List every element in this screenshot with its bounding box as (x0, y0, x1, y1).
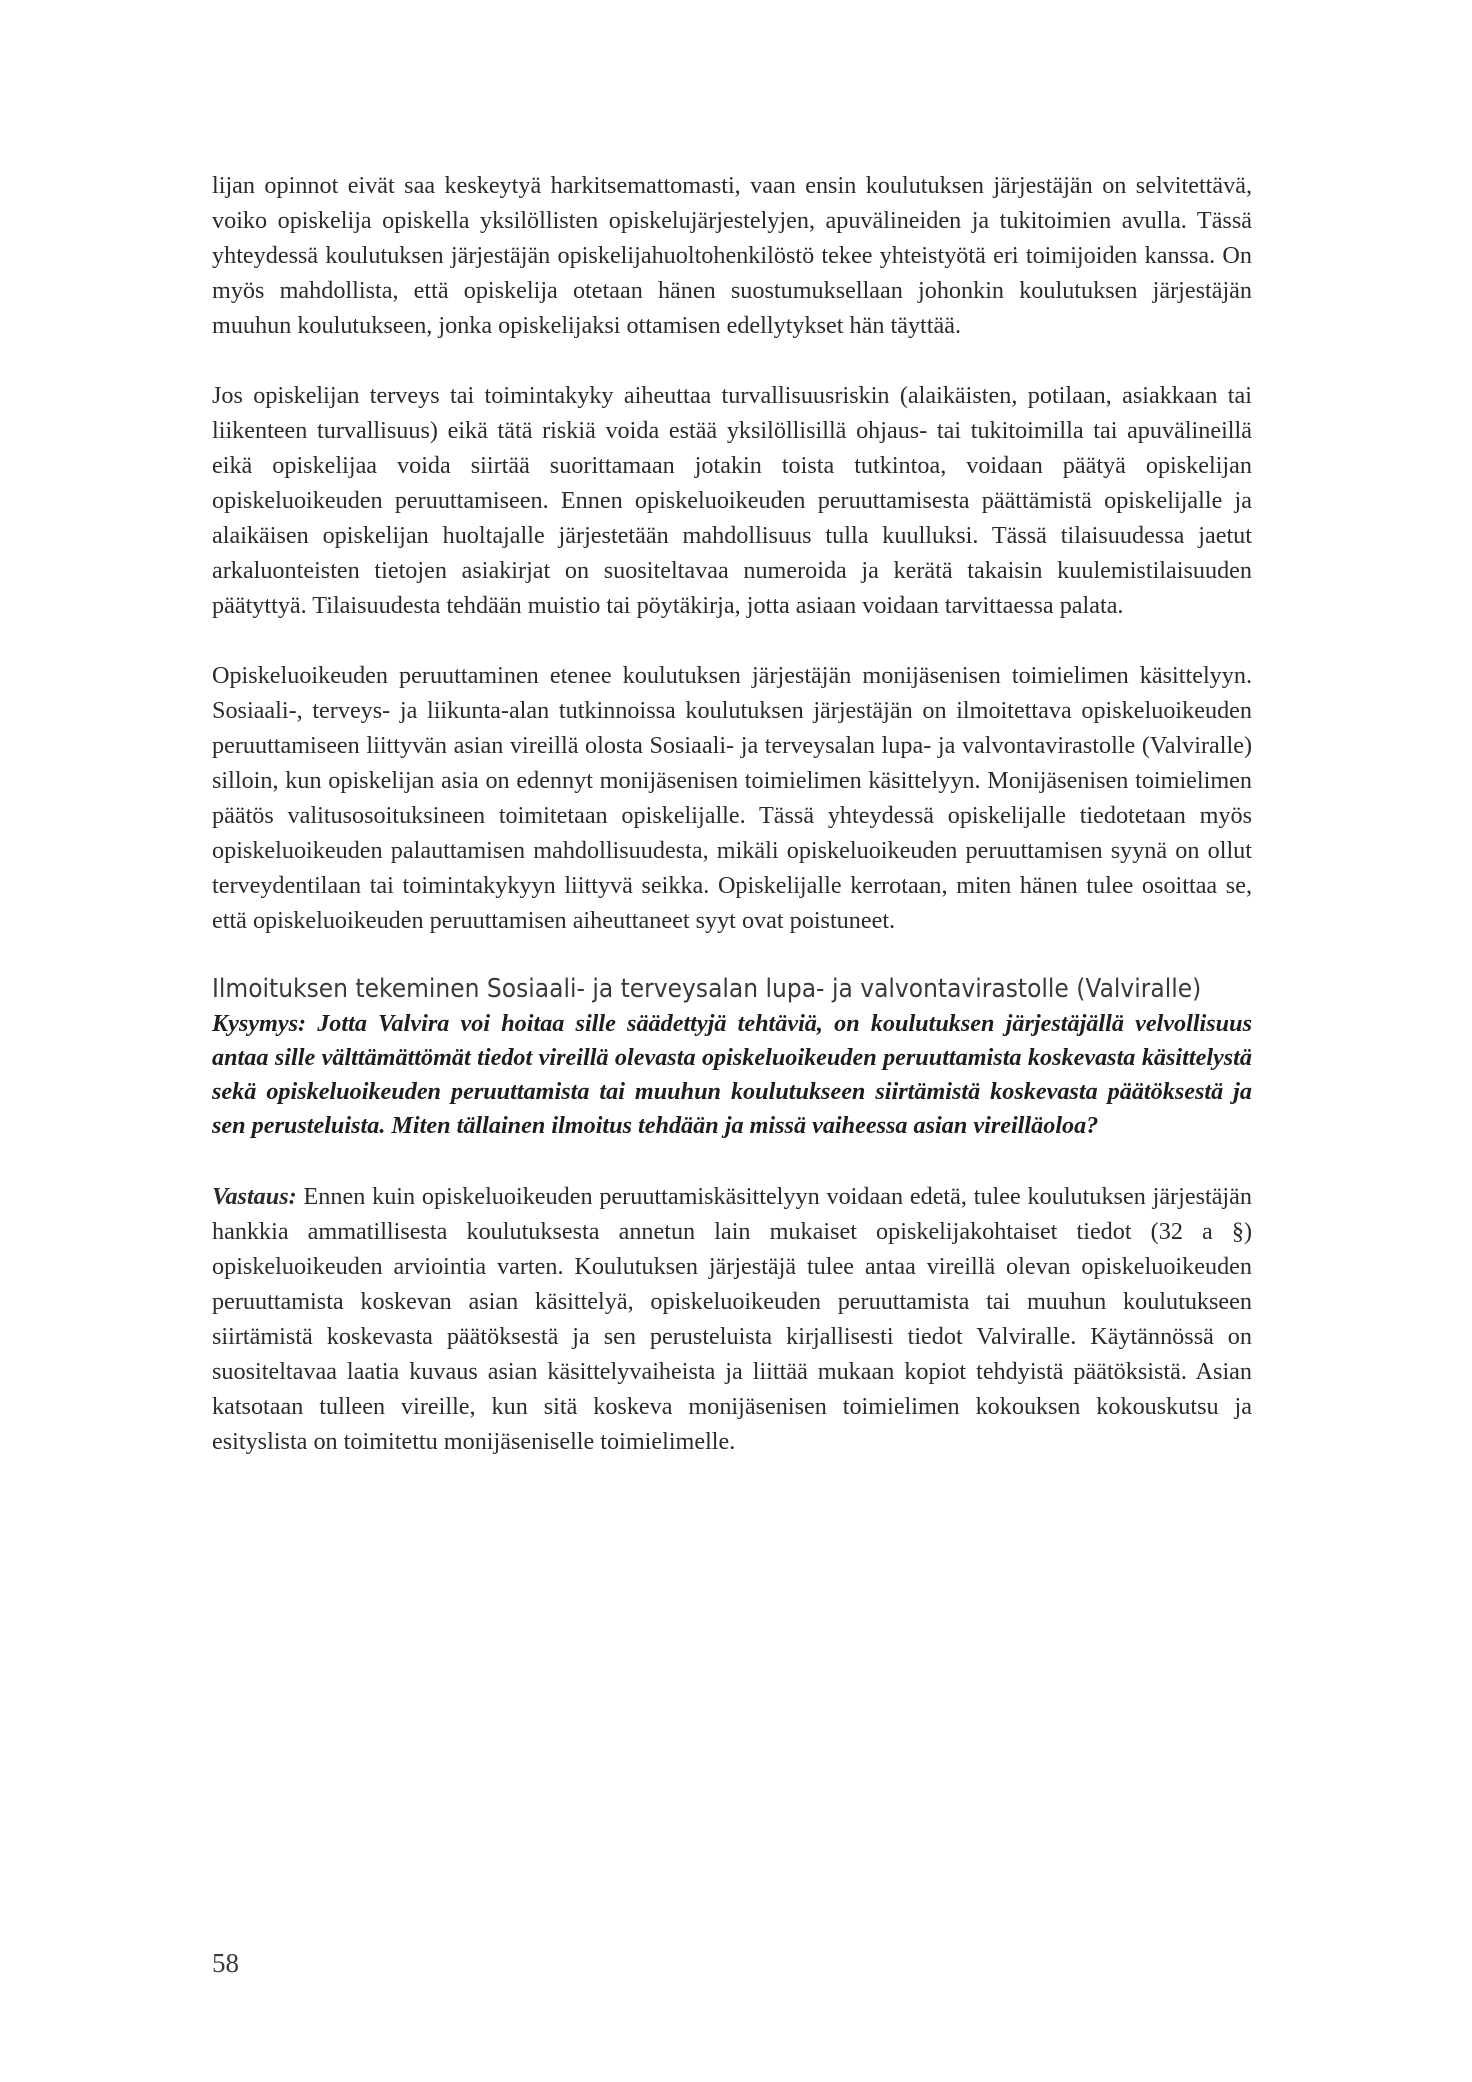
section-heading: Ilmoituksen tekeminen Sosiaali- ja terveysalan lupa- ja valvontavirastolle (Valviralle) (212, 974, 1202, 1004)
answer-label: Vastaus: (212, 1183, 297, 1210)
paragraph-safety-risk: Jos opiskelijan terveys tai toimintakyky aiheuttaa turvallisuusriskin (alaikäisten, potilaan, asiakkaan tai liikenteen turvallisuus) eikä tätä riskiä voida estää yksilöllisillä ohjaus- tai tukitoimilla tai apuvälineillä eikä opiskelijaa voida siirtää suorittamaan jotakin toista tutkintoa, voidaan päätyä opiskelijan opiskeluoikeuden peruuttamiseen. Ennen opiskeluoikeuden peruuttamisesta päättämistä opiskelijalle ja alaikäisen opiskelijan huoltajalle järjestetään mahdollisuus tulla kuulluksi. Tässä tilaisuudessa jaetut arkaluonteisten tietojen asiakirjat on suositeltavaa numeroida ja kerätä takaisin kuulemistilaisuuden päätyttyä. Tilaisuudesta tehdään muistio tai pöytäkirja, jotta asiaan voidaan tarvittaessa palata. (212, 382, 1252, 619)
page-number: 58 (212, 1948, 239, 1978)
page-body (212, 168, 1252, 1494)
paragraph-intro: lijan opinnot eivät saa keskeytyä harkitsemattomasti, vaan ensin koulutuksen järjestäjän on selvitettävä, voiko opiskelija opiskella yksilöllisten opiskelujärjestelyjen, apuvälineiden ja tukitoimien avulla. Tässä yhteydessä koulutuksen järjestäjän opiskelijahuoltohenkilöstö tekee yhteistyötä eri toimijoiden kanssa. On myös mahdollista, että opiskelija otetaan hänen suostumuksellaan johonkin koulutuksen järjestäjän muuhun koulutukseen, jonka opiskelijaksi ottamisen edellytykset hän täyttää. (212, 172, 1252, 339)
question-paragraph: Kysymys: Jotta Valvira voi hoitaa sille säädettyjä tehtäviä, on koulutuksen järjestäjällä velvollisuus antaa sille välttämättömät tiedot vireillä olevasta opiskeluoikeuden peruuttamista koskevasta käsittelystä sekä opiskeluoikeuden peruuttamista tai muuhun koulutukseen siirtämistä koskevasta päätöksestä ja sen perusteluista. Miten tällainen ilmoitus tehdään ja missä vaiheessa asian vireilläoloa? (212, 1010, 1252, 1139)
paragraph-revocation-process: Opiskeluoikeuden peruuttaminen etenee koulutuksen järjestäjän monijäsenisen toimielimen käsittelyyn. Sosiaali-, terveys- ja liikunta-alan tutkinnoissa koulutuksen järjestäjän on ilmoitettava opiskeluoikeuden peruuttamiseen liittyvän asian vireillä olosta Sosiaali- ja terveysalan lupa- ja valvontavirastolle (Valviralle) silloin, kun opiskelijan asia on edennyt monijäsenisen toimielimen käsittelyyn. Monijäsenisen toimielimen päätös valitusosoituksineen toimitetaan opiskelijalle. Tässä yhteydessä opiskelijalle tiedotetaan myös opiskeluoikeuden palauttamisen mahdollisuudesta, mikäli opiskeluoikeuden peruuttamisen syynä on ollut terveydentilaan tai toimintakykyyn liittyvä seikka. Opiskelijalle kerrotaan, miten hänen tulee osoittaa se, että opiskeluoikeuden peruuttamisen aiheuttaneet syyt ovat poistuneet. (212, 662, 1252, 934)
answer-text: Ennen kuin opiskeluoikeuden peruuttamiskäsittelyyn voidaan edetä, tulee koulutuksen järjestäjän hankkia ammatillisesta koulutuksesta annetun lain mukaiset opiskelijakohtaiset tiedot (32 a §) opiskeluoikeuden arviointia varten. Koulutuksen järjestäjä tulee antaa vireillä olevan opiskeluoikeuden peruuttamista koskevan asian käsittelyä, opiskeluoikeuden peruuttamista tai muuhun koulutukseen siirtämistä koskevasta päätöksestä ja sen perusteluista kirjallisesti tiedot Valviralle. Käytännössä on suositeltavaa laatia kuvaus asian käsittelyvaiheista ja liittää mukaan kopiot tehdyistä päätöksistä. Asian katsotaan tulleen vireille, kun sitä koskeva monijäsenisen toimielimen kokouksen kokouskutsu ja esityslista on toimitettu monijäseniselle toimielimelle. (212, 1183, 1252, 1455)
answer-paragraph (212, 1179, 1252, 1459)
